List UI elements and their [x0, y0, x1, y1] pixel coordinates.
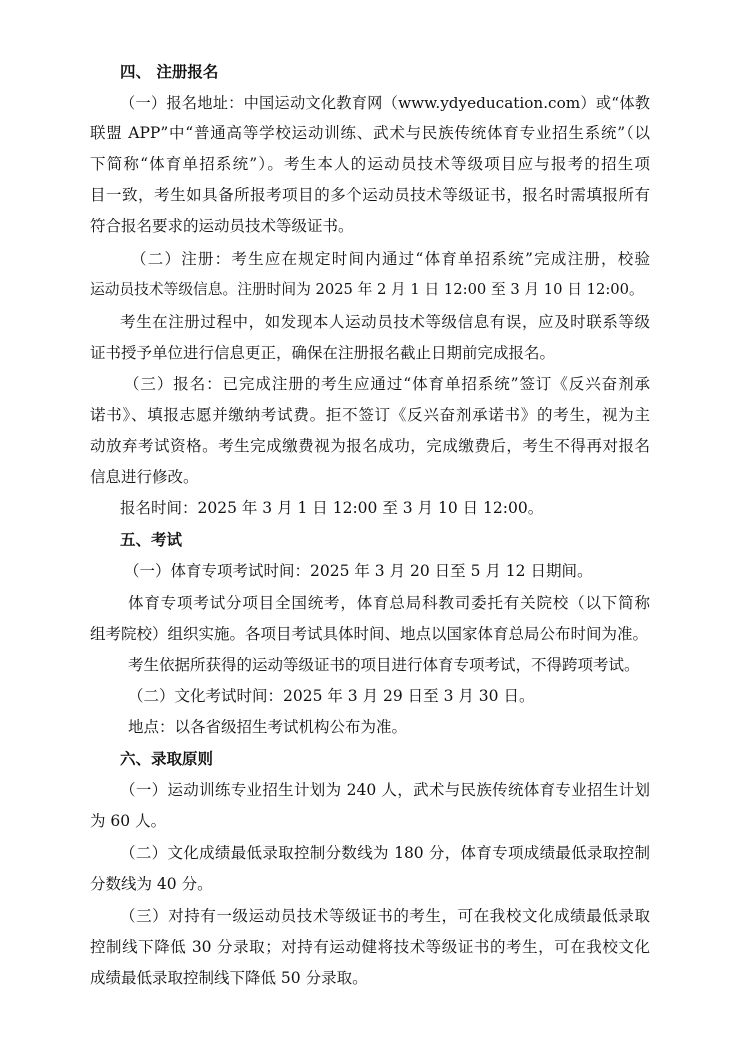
paragraph-line: 目一致，考生如具备所报考项目的多个运动员技术等级证书，报名时需填报所有 — [90, 186, 650, 204]
paragraph-line: 考生依据所获得的运动等级证书的项目进行体育专项考试，不得跨项考试。 — [128, 656, 640, 674]
paragraph-line: 信息进行修改。 — [90, 468, 199, 486]
paragraph-line: 诺书》、填报志愿并缴纳考试费。拒不签订《反兴奋剂承诺书》的考生，视为主 — [90, 406, 650, 424]
paragraph-line: 动放弃考试资格。考生完成缴费视为报名成功，完成缴费后，考生不得再对报名 — [90, 437, 650, 455]
paragraph-line: 证书授予单位进行信息更正，确保在注册报名截止日期前完成报名。 — [90, 344, 556, 362]
paragraph-line: （一）体育专项考试时间：2025 年 3 月 20 日至 5 月 12 日期间。 — [124, 562, 593, 580]
paragraph-line: （二）文化考试时间：2025 年 3 月 29 日至 3 月 30 日。 — [128, 687, 535, 705]
paragraph-line: （二）文化成绩最低录取控制分数线为 180 分，体育专项成绩最低录取控制 — [120, 844, 650, 862]
paragraph-line: 分数线为 40 分。 — [90, 875, 213, 893]
section-heading-registration: 四、 注册报名 — [120, 63, 219, 81]
paragraph-line: 体育专项考试分项目全国统考，体育总局科教司委托有关院校（以下简称 — [128, 594, 650, 612]
paragraph-line: 下简称“体育单招系统”）。考生本人的运动员技术等级项目应与报考的招生项 — [90, 155, 650, 173]
paragraph-line: （一）报名地址：中国运动文化教育网（www.ydyeducation.com）或“体教 — [120, 94, 650, 112]
paragraph-line: （三）报名：已完成注册的考生应通过“体育单招系统”签订《反兴奋剂承 — [124, 375, 650, 393]
paragraph-line: 运动员技术等级信息。注册时间为 2025 年 2 月 1 日 12:00 至 3 月 10 日 12:00。 — [90, 281, 644, 298]
paragraph-line: 控制线下降低 30 分录取；对持有运动健将技术等级证书的考生，可在我校文化 — [90, 938, 650, 956]
paragraph-line: 符合报名要求的运动员技术等级证书。 — [90, 217, 354, 235]
paragraph-line: （一）运动训练专业招生计划为 240 人，武术与民族传统体育专业招生计划 — [120, 781, 650, 799]
paragraph-line: 考生在注册过程中，如发现本人运动员技术等级信息有误，应及时联系等级 — [120, 313, 650, 331]
section-heading-exam: 五、考试 — [120, 531, 183, 549]
paragraph-line: 组考院校）组织实施。各项目考试具体时间、地点以国家体育总局公布时间为准。 — [90, 625, 649, 643]
paragraph-line: 联盟 APP”中“普通高等学校运动训练、武术与民族传统体育专业招生系统”（以 — [90, 124, 650, 142]
paragraph-line: 成绩最低录取控制线下降低 50 分录取。 — [90, 969, 368, 987]
exam-location: 地点：以各省级招生考试机构公布为准。 — [128, 718, 408, 736]
paragraph-line: （三）对持有一级运动员技术等级证书的考生，可在我校文化成绩最低录取 — [120, 907, 650, 925]
paragraph-line: （二）注册：考生应在规定时间内通过“体育单招系统”完成注册，校验 — [131, 250, 650, 268]
section-heading-admission: 六、录取原则 — [120, 750, 214, 768]
registration-time: 报名时间：2025 年 3 月 1 日 12:00 至 3 月 10 日 12:00。 — [120, 499, 544, 517]
paragraph-line: 为 60 人。 — [90, 812, 167, 830]
